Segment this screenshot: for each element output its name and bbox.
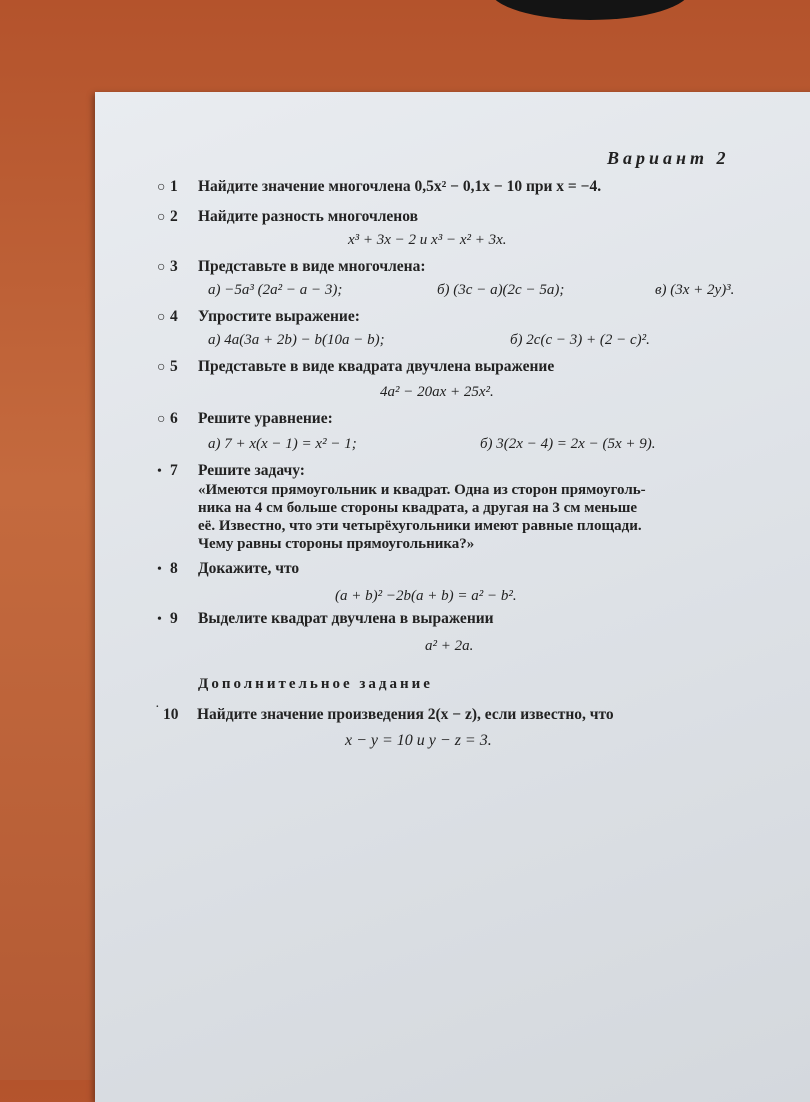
task-6: [170, 410, 333, 428]
task-4: [170, 308, 360, 326]
task-1-mark: ○: [157, 180, 166, 195]
task-7: [170, 462, 305, 480]
task-7-line-2: ника на 4 см больше стороны квадрата, а другая на 3 см меньше: [198, 500, 638, 516]
task-5-number: 5: [170, 358, 178, 375]
task-4-number: 4: [170, 308, 178, 325]
task-3-number: 3: [170, 258, 178, 275]
variant-title: Вариант 2: [607, 148, 730, 168]
task-4-part-a: а) 4a(3a + 2b) − b(10a − b);: [208, 332, 385, 348]
task-4-mark: ○: [157, 310, 166, 325]
task-2-number: 2: [170, 208, 178, 225]
task-9: [170, 610, 494, 628]
task-2: [170, 208, 418, 226]
task-5-text: Представьте в виде квадрата двучлена выражение: [198, 358, 555, 375]
task-8-mark: •: [157, 562, 162, 577]
extra-task-heading: Дополнительное задание: [198, 676, 433, 692]
task-1: [170, 178, 601, 196]
task-8-number: 8: [170, 560, 178, 577]
task-10-expression: x − y = 10 и y − z = 3.: [345, 732, 492, 749]
task-3-part-a: а) −5a³ (2a² − a − 3);: [208, 282, 343, 298]
task-10-text: Найдите значение произведения 2(x − z), если известно, что: [197, 706, 614, 723]
task-6-text: Решите уравнение:: [198, 410, 333, 427]
task-7-number: 7: [170, 462, 178, 479]
task-9-mark: •: [157, 612, 162, 627]
task-8: [170, 560, 299, 578]
task-5-expression: 4a² − 20ax + 25x².: [380, 384, 494, 400]
task-7-mark: •: [157, 464, 162, 479]
task-4-text: Упростите выражение:: [198, 308, 360, 325]
task-10: [163, 706, 614, 724]
task-8-expression: (a + b)² −2b(a + b) = a² − b².: [335, 588, 517, 604]
task-2-mark: ○: [157, 210, 166, 225]
task-9-text: Выделите квадрат двучлена в выражении: [198, 610, 494, 627]
task-1-number: 1: [170, 178, 178, 195]
task-10-mark: ·: [155, 700, 160, 715]
task-5-mark: ○: [157, 360, 166, 375]
task-1-text: Найдите значение многочлена 0,5x² − 0,1x − 10 при x = −4.: [198, 178, 602, 195]
task-6-part-b: б) 3(2x − 4) = 2x − (5x + 9).: [480, 436, 656, 452]
task-7-line-1: «Имеются прямоугольник и квадрат. Одна из сторон прямоуголь-: [198, 482, 646, 498]
task-5: [170, 358, 554, 376]
dark-object-corner: [490, 0, 690, 20]
task-3-text: Представьте в виде многочлена:: [198, 258, 426, 275]
task-10-number: 10: [163, 706, 179, 723]
task-2-text: Найдите разность многочленов: [198, 208, 418, 225]
worksheet-paper: [95, 92, 810, 1102]
task-3-part-c: в) (3x + 2y)³.: [655, 282, 735, 298]
task-6-part-a: а) 7 + x(x − 1) = x² − 1;: [208, 436, 357, 452]
task-9-number: 9: [170, 610, 178, 627]
task-2-expression: x³ + 3x − 2 и x³ − x² + 3x.: [348, 232, 507, 248]
task-7-line-3: её. Известно, что эти четырёхугольники имеют равные площади.: [198, 518, 642, 534]
task-3-part-b: б) (3c − a)(2c − 5a);: [437, 282, 565, 298]
task-7-line-4: Чему равны стороны прямоугольника?»: [198, 536, 475, 552]
task-8-text: Докажите, что: [198, 560, 300, 577]
task-4-part-b: б) 2c(c − 3) + (2 − c)².: [510, 332, 650, 348]
task-9-expression: a² + 2a.: [425, 638, 474, 654]
task-7-text: Решите задачу:: [198, 462, 305, 479]
task-6-number: 6: [170, 410, 178, 427]
task-3: [170, 258, 426, 276]
task-3-mark: ○: [157, 260, 166, 275]
task-6-mark: ○: [157, 412, 166, 427]
